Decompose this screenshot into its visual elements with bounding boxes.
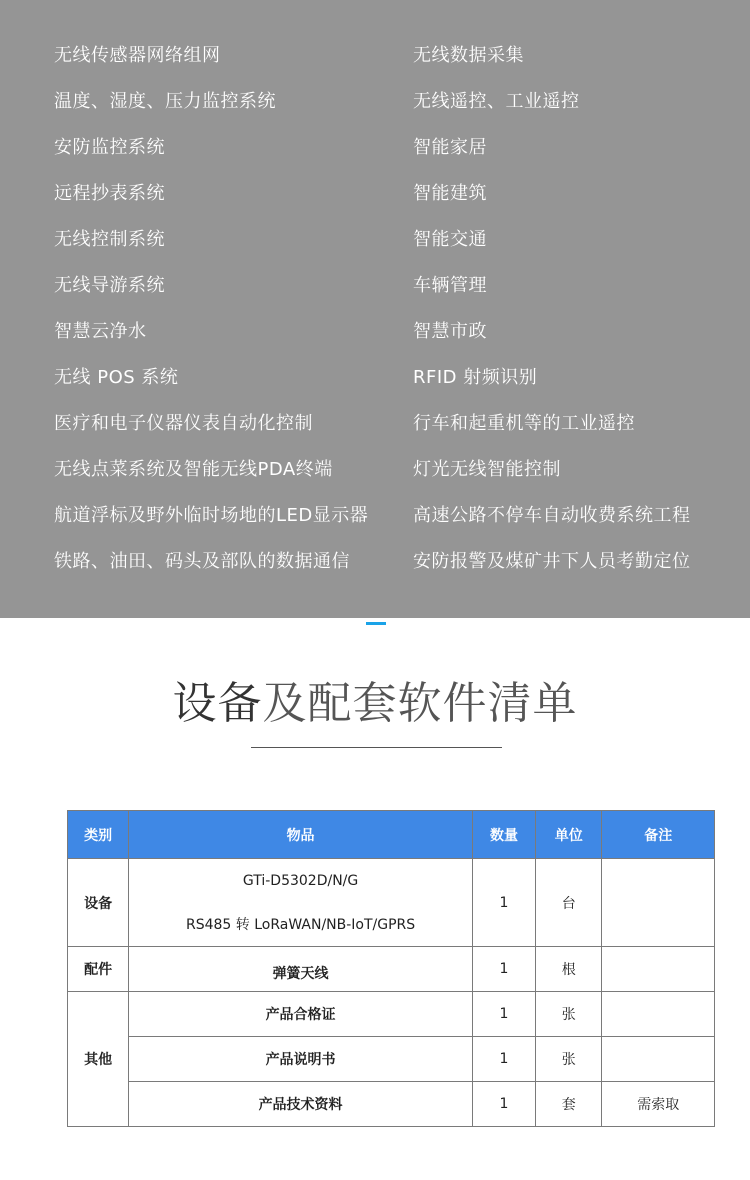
item-model: GTi-D5302D/N/G: [242, 872, 359, 889]
quantity-cell: 1: [472, 859, 535, 947]
quantity-cell: 1: [472, 1037, 535, 1082]
item-cell: 产品合格证: [129, 992, 473, 1037]
application-right: 无线数据采集: [413, 45, 524, 66]
application-right: 智能家居: [413, 137, 487, 158]
application-left: 无线 POS 系统: [54, 367, 179, 388]
application-row: [0, 412, 750, 458]
unit-cell: 张: [536, 1037, 602, 1082]
application-left: 智慧云净水: [54, 321, 147, 342]
application-left: 无线导游系统: [54, 275, 165, 296]
application-right: 无线遥控、工业遥控: [413, 91, 580, 112]
application-row: [0, 458, 750, 504]
application-right: 智慧市政: [413, 321, 487, 342]
table-header-row: [68, 811, 715, 859]
application-left: 无线控制系统: [54, 229, 165, 250]
note-cell: [602, 947, 715, 992]
header-note: 备注: [602, 811, 715, 859]
application-left: 安防监控系统: [54, 137, 165, 158]
application-right: 高速公路不停车自动收费系统工程: [413, 505, 691, 526]
application-row: [0, 182, 750, 228]
unit-cell: 根: [536, 947, 602, 992]
accent-bar: [366, 622, 386, 625]
header-category: 类别: [68, 811, 129, 859]
application-left: 航道浮标及野外临时场地的LED显示器: [54, 505, 369, 526]
application-row: [0, 366, 750, 412]
table-row: [68, 1082, 715, 1127]
application-row: [0, 320, 750, 366]
item-description: RS485 转 LoRaWAN/NB-IoT/GPRS: [185, 916, 416, 933]
category-cell: 设备: [68, 859, 129, 947]
application-right: 智能建筑: [413, 183, 487, 204]
table-row: [68, 992, 715, 1037]
unit-cell: 张: [536, 992, 602, 1037]
header-item: 物品: [129, 811, 473, 859]
application-row: [0, 274, 750, 320]
application-left: 远程抄表系统: [54, 183, 165, 204]
quantity-cell: 1: [472, 1082, 535, 1127]
application-right: 灯光无线智能控制: [413, 459, 561, 480]
section-title: [0, 674, 750, 734]
category-cell: 其他: [68, 992, 129, 1127]
application-right: 智能交通: [413, 229, 487, 250]
application-row: [0, 44, 750, 90]
application-row: [0, 90, 750, 136]
unit-cell: 套: [536, 1082, 602, 1127]
application-left: 无线点菜系统及智能无线PDA终端: [54, 459, 333, 480]
application-row: [0, 228, 750, 274]
unit-cell: 台: [536, 859, 602, 947]
table-row: [68, 947, 715, 992]
application-right: 车辆管理: [413, 275, 487, 296]
category-cell: 配件: [68, 947, 129, 992]
header-quantity: 数量: [472, 811, 535, 859]
section-title-rest: 及配套软件清单: [262, 678, 578, 729]
item-cell: [129, 859, 473, 947]
application-right: RFID 射频识别: [413, 367, 538, 388]
quantity-cell: 1: [472, 992, 535, 1037]
item-cell: 产品技术资料: [129, 1082, 473, 1127]
application-row: [0, 136, 750, 182]
equipment-list-table: [67, 810, 715, 1127]
header-unit: 单位: [536, 811, 602, 859]
application-right: 行车和起重机等的工业遥控: [413, 413, 635, 434]
note-cell: [602, 859, 715, 947]
section-title-strong: 设备: [172, 678, 263, 729]
quantity-cell: 1: [472, 947, 535, 992]
application-left: 医疗和电子仪器仪表自动化控制: [54, 413, 313, 434]
item-cell: 弹簧天线: [129, 947, 473, 992]
note-cell: 需索取: [602, 1082, 715, 1127]
application-row: [0, 550, 750, 596]
application-left: 温度、湿度、压力监控系统: [54, 91, 276, 112]
application-left: 无线传感器网络组网: [54, 45, 221, 66]
application-right: 安防报警及煤矿井下人员考勤定位: [413, 551, 691, 572]
note-cell: [602, 1037, 715, 1082]
note-cell: [602, 992, 715, 1037]
title-underline: [251, 747, 502, 748]
table-row: [68, 1037, 715, 1082]
application-row: [0, 504, 750, 550]
table-row: [68, 859, 715, 947]
item-cell: 产品说明书: [129, 1037, 473, 1082]
application-left: 铁路、油田、码头及部队的数据通信: [54, 551, 350, 572]
